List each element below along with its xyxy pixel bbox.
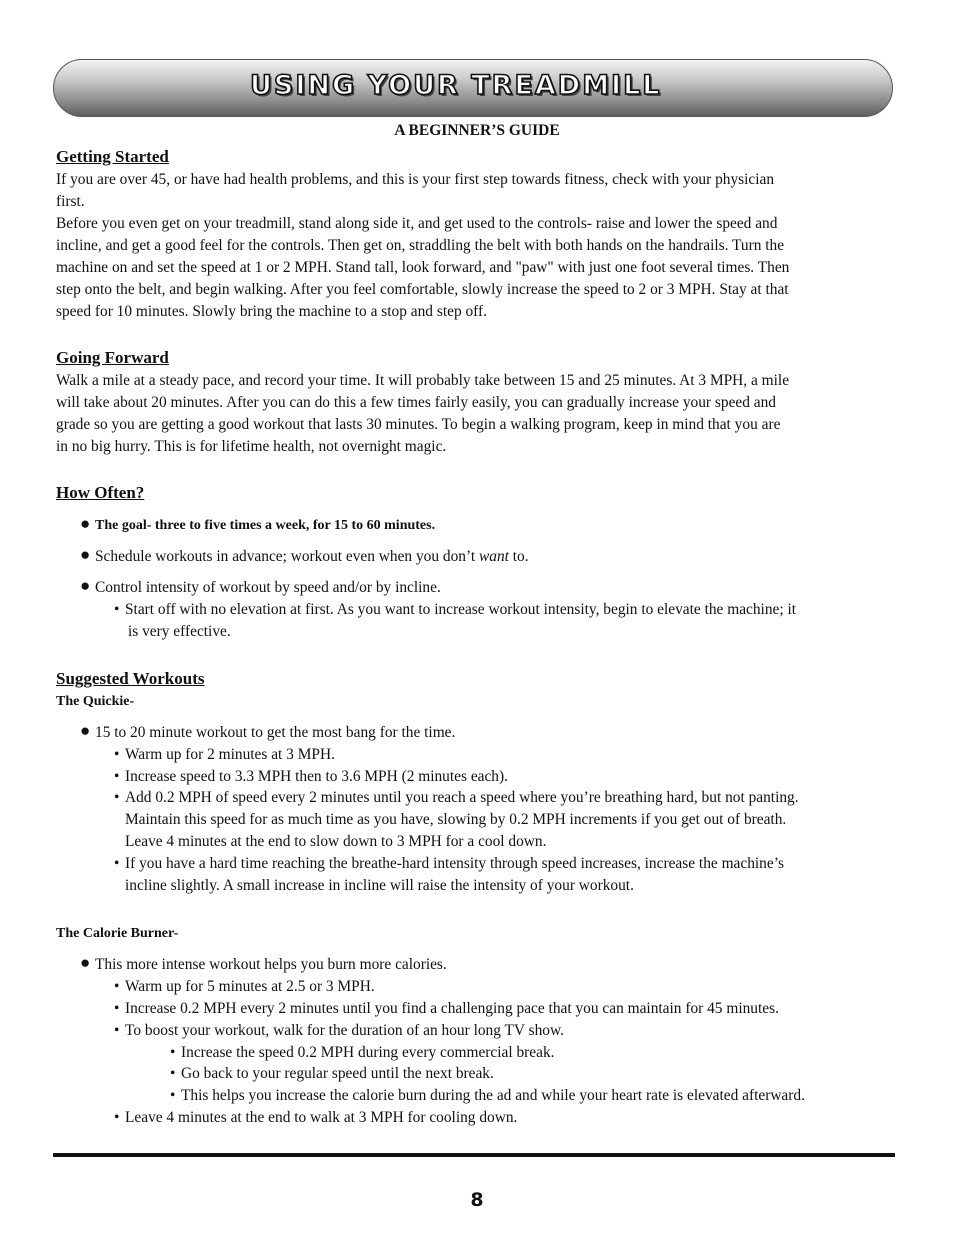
- text-line: Before you even get on your treadmill, stand along side it, and get used to the controls- raise and lower the speed and: [56, 215, 778, 232]
- text-line: Walk a mile at a steady pace, and record your time. It will probably take between 15 and 25 minutes. At 3 MPH, a mile: [56, 372, 790, 389]
- guide-subtitle: A BEGINNER’S GUIDE: [394, 122, 560, 139]
- sub-bullet-item: [114, 853, 894, 897]
- text-line: first.: [56, 193, 85, 210]
- nested-bullet-item: [170, 1085, 805, 1107]
- text-line: is very effective.: [128, 623, 231, 640]
- emphasis-text: want: [478, 548, 509, 565]
- page-number: 8: [470, 1189, 484, 1211]
- sub-bullet-item: [114, 1020, 894, 1042]
- bullet-text: 15 to 20 minute workout to get the most bang for the time.: [95, 724, 456, 741]
- sub-bullet-icon: •: [114, 601, 120, 618]
- text-line: Leave 4 minutes at the end to walk at 3 MPH for cooling down.: [125, 1109, 518, 1126]
- text-line: This helps you increase the calorie burn during the ad and while your heart rate is elevated afterward.: [181, 1087, 805, 1104]
- text-line: incline, and get a good feel for the controls. Then get on, straddling the belt with both hands on the handrails. Turn the: [56, 237, 785, 254]
- text-line: If you are over 45, or have had health problems, and this is your first step towards fitness, check with your physician: [56, 171, 775, 188]
- text-line: in no big hurry. This is for lifetime health, not overnight magic.: [56, 438, 447, 455]
- heading-going-forward: Going Forward: [56, 348, 169, 367]
- bullet-icon: ●: [80, 514, 91, 533]
- heading-how-often: How Often?: [56, 483, 145, 502]
- text-line: Start off with no elevation at first. As you want to increase workout intensity, begin to elevate the machine; it: [125, 601, 797, 618]
- bullet-icon: ●: [80, 576, 91, 595]
- text-line: To boost your workout, walk for the duration of an hour long TV show.: [125, 1022, 564, 1039]
- text-line: Maintain this speed for as much time as you have, slowing by 0.2 MPH increments if you get out of breath.: [125, 811, 787, 828]
- text-line: speed for 10 minutes. Slowly bring the machine to a stop and step off.: [56, 303, 488, 320]
- text-line: Increase the speed 0.2 MPH during every commercial break.: [181, 1044, 555, 1061]
- text-part: to.: [508, 548, 529, 565]
- page-title: USING YOUR TREADMILL: [250, 70, 662, 101]
- bullet-text: This more intense workout helps you burn more calories.: [95, 956, 447, 973]
- sub-bullet-icon: •: [114, 1000, 120, 1017]
- bullet-icon: ●: [80, 721, 91, 740]
- text-line: will take about 20 minutes. After you can do this a few times fairly easily, you can gradually increase your speed and: [56, 394, 777, 411]
- bullet-icon: ●: [80, 953, 91, 972]
- text-line: Increase speed to 3.3 MPH then to 3.6 MPH (2 minutes each).: [125, 768, 508, 785]
- text-line: Leave 4 minutes at the end to slow down to 3 MPH for a cool down.: [125, 833, 547, 850]
- sub-bullet-icon: •: [114, 1022, 120, 1039]
- heading-suggested-workouts: Suggested Workouts: [56, 669, 205, 688]
- text-line: Add 0.2 MPH of speed every 2 minutes until you reach a speed where you’re breathing hard, but not panting.: [125, 789, 799, 806]
- nested-bullet-item: [170, 1042, 555, 1064]
- text-line: Go back to your regular speed until the next break.: [181, 1065, 494, 1082]
- text-line: step onto the belt, and begin walking. After you feel comfortable, slowly increase the speed to 2 or 3 MPH. Stay at that: [56, 281, 789, 298]
- text-line: If you have a hard time reaching the breathe-hard intensity through speed increases, increase the machine’s: [125, 855, 784, 872]
- sub-bullet-icon: •: [114, 789, 120, 806]
- bullet-text: [95, 546, 529, 568]
- footer-divider: [53, 1153, 895, 1157]
- sub-bullet-icon: •: [170, 1044, 176, 1061]
- text-line: machine on and set the speed at 1 or 2 MPH. Stand tall, look forward, and "paw" with just one foot several times. Then: [56, 259, 790, 276]
- bullet-icon: ●: [80, 545, 91, 564]
- text-line: grade so you are getting a good workout that lasts 30 minutes. To begin a walking program, keep in mind that you are: [56, 416, 781, 433]
- sub-bullet-icon: •: [170, 1065, 176, 1082]
- workout-title-quickie: The Quickie-: [56, 694, 135, 709]
- sub-bullet-icon: •: [114, 855, 120, 872]
- bullet-text: Control intensity of workout by speed and/or by incline.: [95, 579, 441, 596]
- sub-bullet-item: [114, 599, 894, 643]
- text-line: Increase 0.2 MPH every 2 minutes until you find a challenging pace that you can maintain for 45 minutes.: [125, 1000, 779, 1017]
- nested-bullet-item: [170, 1063, 494, 1085]
- text-line: incline slightly. A small increase in incline will raise the intensity of your workout.: [125, 877, 634, 894]
- sub-bullet-item: [114, 1107, 894, 1129]
- title-banner: [53, 59, 893, 117]
- sub-bullet-item: [114, 998, 894, 1020]
- sub-bullet-icon: •: [114, 746, 120, 763]
- text-line: Warm up for 5 minutes at 2.5 or 3 MPH.: [125, 978, 375, 995]
- sub-bullet-icon: •: [114, 978, 120, 995]
- paragraph-going-forward: [56, 370, 894, 458]
- sub-bullet-item: [114, 744, 894, 766]
- heading-getting-started: Getting Started: [56, 147, 169, 166]
- sub-bullet-icon: •: [114, 768, 120, 785]
- text-line: Warm up for 2 minutes at 3 MPH.: [125, 746, 335, 763]
- sub-bullet-item: [114, 976, 894, 998]
- sub-bullet-icon: •: [114, 1109, 120, 1126]
- sub-bullet-icon: •: [170, 1087, 176, 1104]
- sub-bullet-item: [114, 787, 894, 853]
- workout-title-calorie-burner: The Calorie Burner-: [56, 926, 179, 941]
- bullet-text: The goal- three to five times a week, for 15 to 60 minutes.: [95, 518, 436, 533]
- paragraph-getting-started: [56, 169, 894, 323]
- sub-bullet-item: [114, 766, 894, 788]
- text-part: Schedule workouts in advance; workout even when you don’t: [95, 548, 479, 565]
